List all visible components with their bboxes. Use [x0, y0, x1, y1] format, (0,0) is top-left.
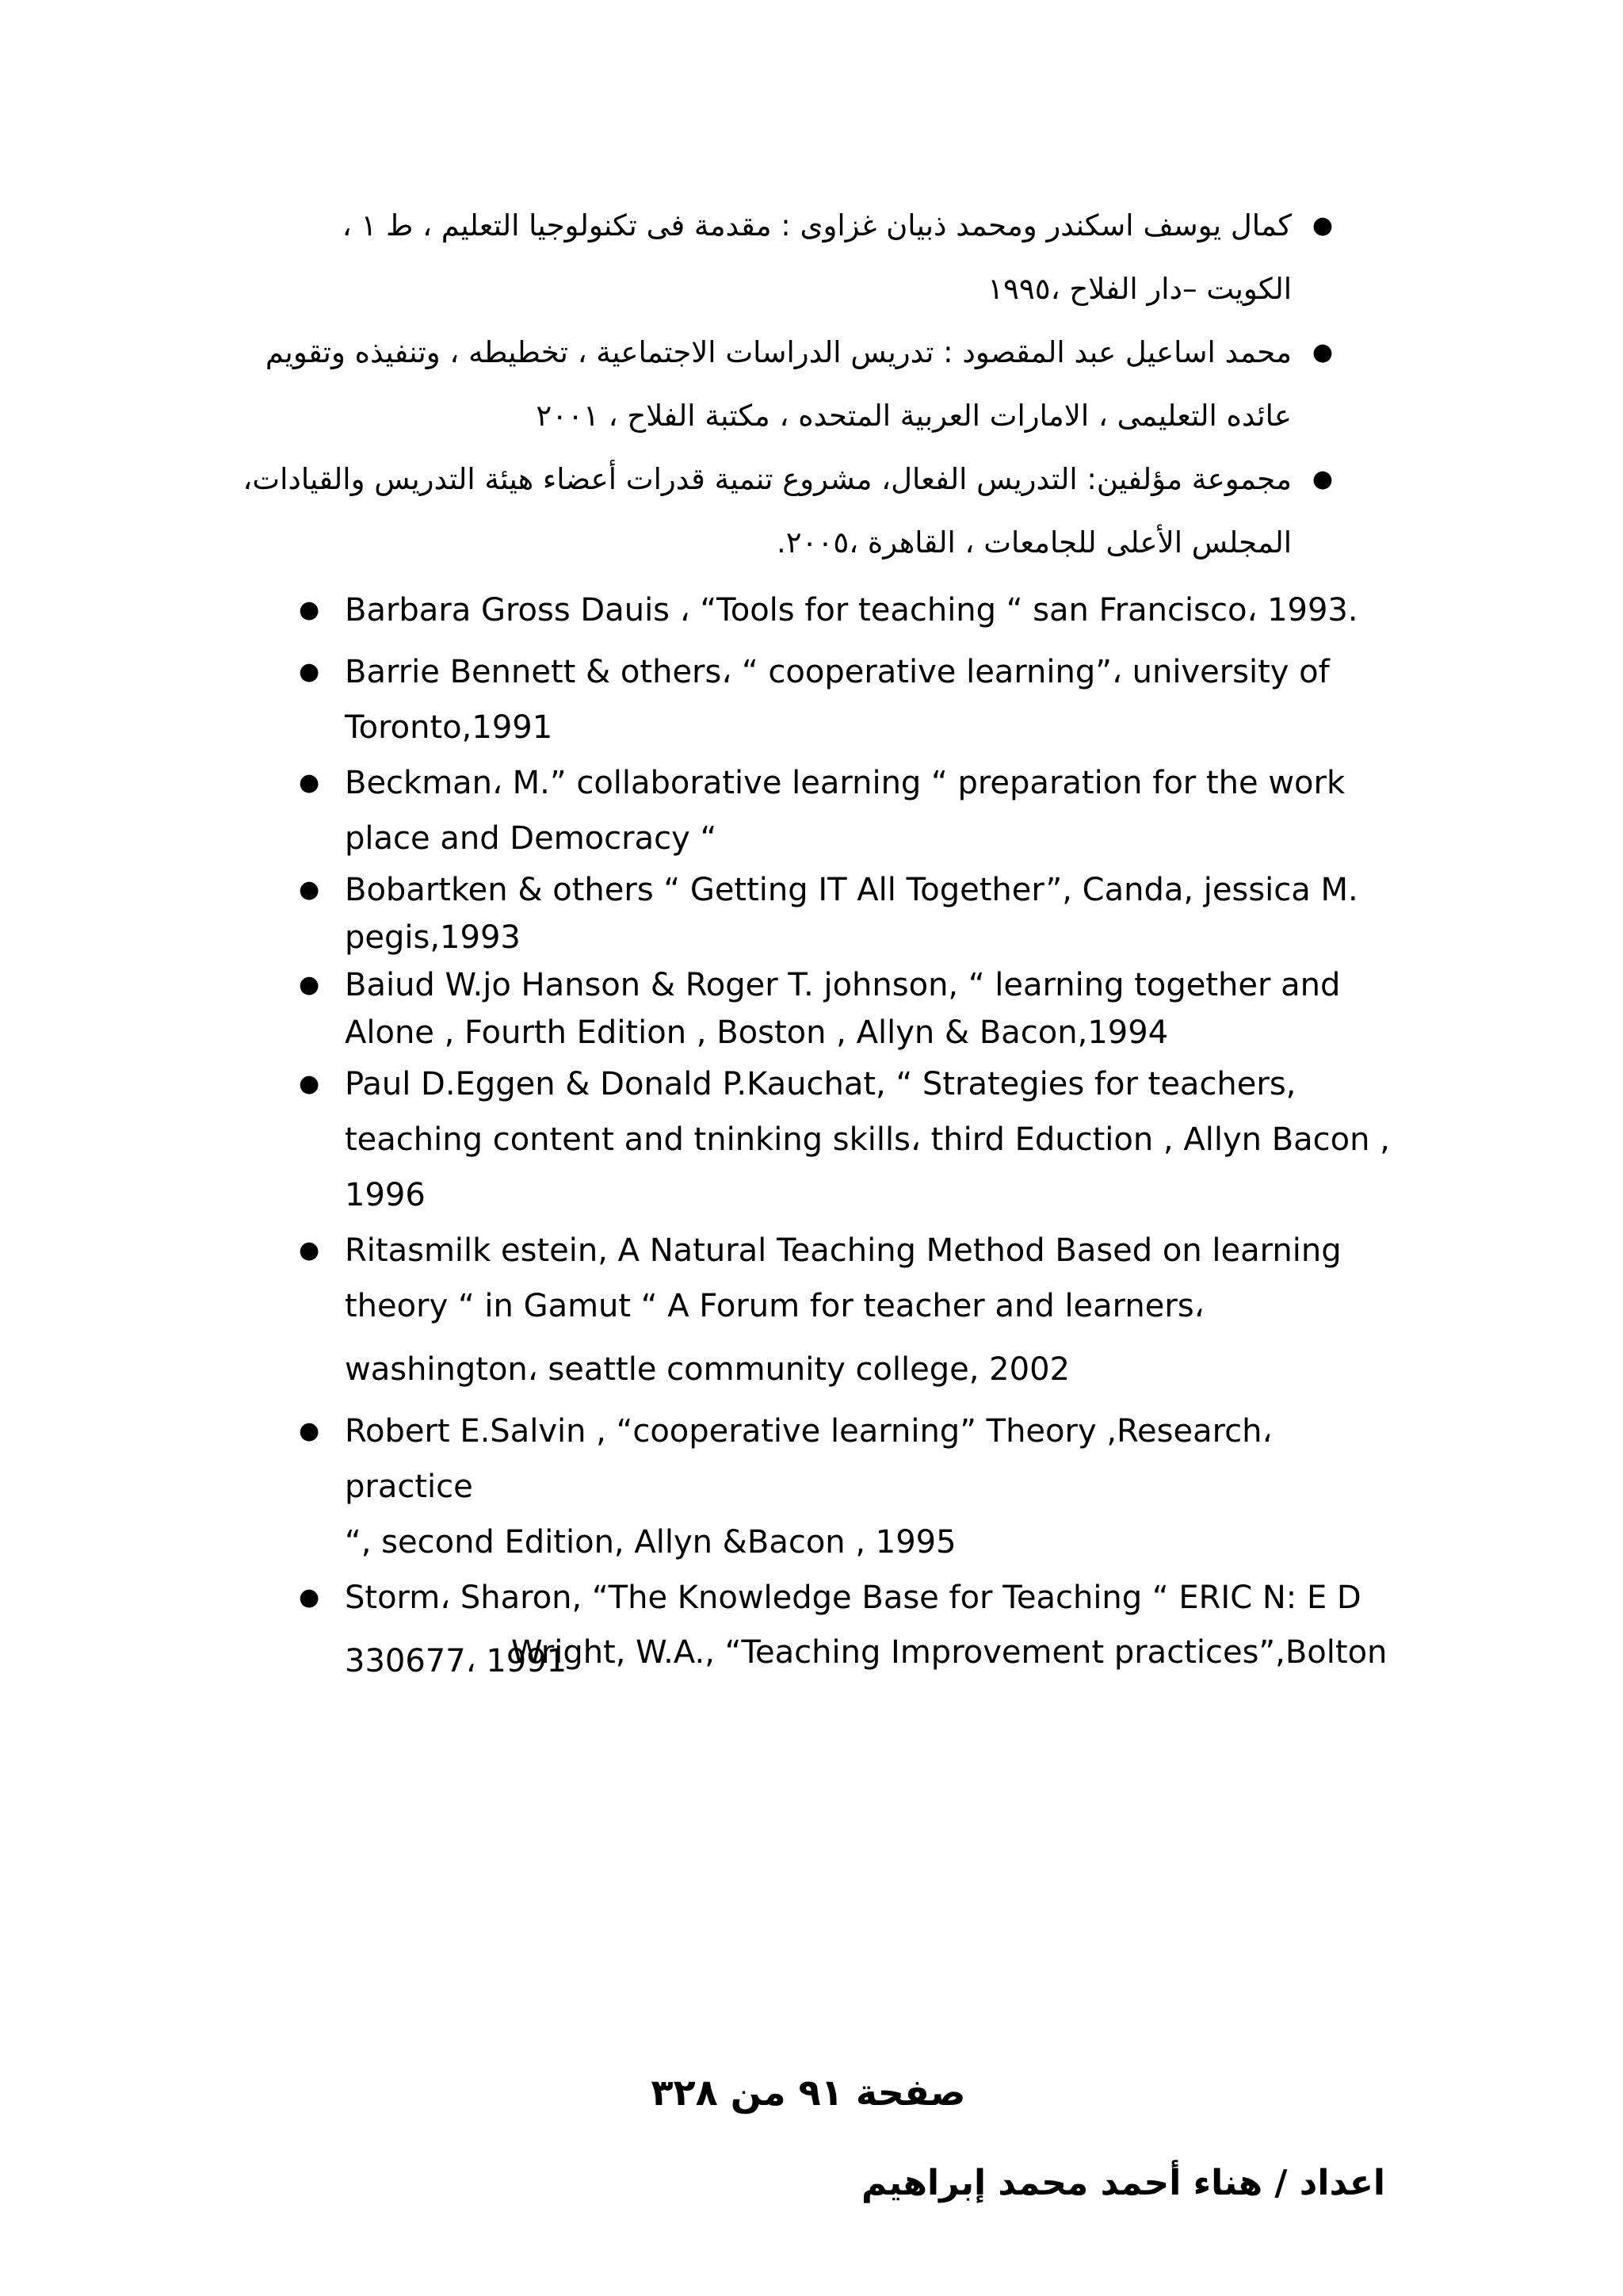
bullet-icon: ● [299, 876, 320, 904]
reference-line: Robert E.Salvin , “cooperative learning” Theory ,Research، practice [345, 1413, 1273, 1505]
reference-line: المجلس الأعلى للجامعات ، القاهرة ،٢٠٠٥. [776, 525, 1292, 560]
bullet-icon: ● [299, 1584, 320, 1611]
reference-line: Ritasmilk estein, A Natural Teaching Method Based on learning [345, 1232, 1342, 1269]
reference-line: مجموعة مؤلفين: التدريس الفعال، مشروع تنمية قدرات أعضاء هيئة التدريس والقيادات، [242, 462, 1292, 496]
bullet-icon: ● [299, 1070, 320, 1098]
english-reference-item [299, 644, 1391, 755]
arabic-reference-item [238, 194, 1333, 321]
reference-continuation-line: Wright, W.A., “Teaching Improvement practices”,Bolton [511, 1634, 1388, 1671]
reference-line: teaching content and tninking skills، third Eduction , Allyn Bacon , [345, 1121, 1390, 1158]
reference-line: 1996 [345, 1177, 426, 1213]
bullet-icon: ● [299, 1236, 320, 1264]
arabic-reference-item [238, 448, 1333, 575]
reference-line: Beckman، M.” collaborative learning “ preparation for the work [345, 765, 1346, 801]
reference-line: Barbara Gross Dauis ، “Tools for teaching “ san Francisco، 1993. [345, 592, 1358, 628]
reference-line: Toronto,1991 [345, 709, 553, 746]
reference-line: Baiud W.jo Hanson & Roger T. johnson, “ learning together and [345, 967, 1341, 1003]
reference-line: عائده التعليمى ، الامارات العربية المتحده ، مكتبة الفلاح ، ٢٠٠١ [536, 399, 1292, 433]
arabic-references-list [238, 194, 1333, 575]
english-reference-item [299, 866, 1391, 961]
bullet-icon: ● [299, 971, 320, 999]
author-credit: اعداد / هناء أحمد محمد إبراهيم [861, 2163, 1385, 2203]
english-reference-item [299, 1404, 1391, 1570]
bullet-icon: ● [299, 596, 320, 624]
bullet-icon: ● [1312, 465, 1333, 493]
reference-line: Storm، Sharon, “The Knowledge Base for Teaching “ ERIC N: E D [345, 1580, 1361, 1616]
reference-line: Bobartken & others “ Getting IT All Together”, Canda, jessica M. [345, 872, 1358, 908]
english-reference-item [299, 1223, 1391, 1397]
page-number: صفحة ٩١ من ٣٢٨ [651, 2071, 966, 2114]
reference-line: Alone , Fourth Edition , Boston , Allyn & Bacon,1994 [345, 1014, 1169, 1051]
reference-line: place and Democracy “ [345, 820, 717, 857]
reference-line: محمد اساعيل عبد المقصود : تدريس الدراسات الاجتماعية ، تخطيطه ، وتنفيذه وتقويم [265, 335, 1292, 369]
reference-line: Paul D.Eggen & Donald P.Kauchat, “ Strategies for teachers, [345, 1066, 1296, 1102]
bullet-icon: ● [299, 1417, 320, 1445]
english-reference-item [299, 755, 1391, 866]
bullet-icon: ● [299, 658, 320, 686]
reference-line: pegis,1993 [345, 919, 521, 956]
bullet-icon: ● [299, 769, 320, 797]
bullet-icon: ● [1312, 212, 1333, 239]
reference-line: “, second Edition, Allyn &Bacon , 1995 [345, 1524, 957, 1561]
english-reference-item [299, 961, 1391, 1056]
reference-line: Barrie Bennett & others، “ cooperative learning”، university of [345, 654, 1330, 690]
english-references-list [299, 583, 1391, 1689]
reference-line: washington، seattle community college, 2002 [345, 1351, 1070, 1388]
reference-line: 330677، 1991 [345, 1643, 567, 1679]
reference-line: الكويت –دار الفلاح ،١٩٩٥ [987, 272, 1292, 306]
arabic-reference-item [238, 321, 1333, 448]
reference-line: theory “ in Gamut “ A Forum for teacher and learners، [345, 1288, 1205, 1324]
bullet-icon: ● [1312, 338, 1333, 366]
reference-line: كمال يوسف اسكندر ومحمد ذبيان غزاوى : مقدمة فى تكنولوجيا التعليم ، ط ١ ، [342, 208, 1292, 243]
english-reference-item [299, 583, 1391, 638]
english-reference-item [299, 1056, 1391, 1223]
